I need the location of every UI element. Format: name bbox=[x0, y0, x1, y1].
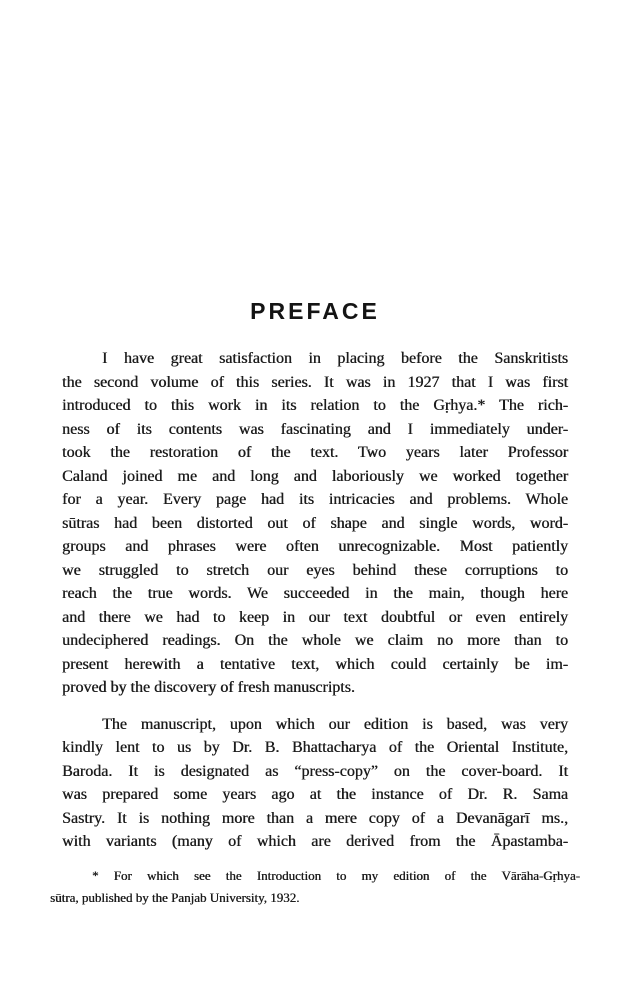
text-line: the second volume of this series. It was in 1927 that I was first bbox=[62, 373, 568, 391]
text-line: and there we had to keep in our text doubtful or even entirely bbox=[62, 608, 568, 626]
text-line: we struggled to stretch our eyes behind these corruptions to bbox=[62, 561, 568, 579]
text-line: with variants (many of which are derived from the Āpastamba- bbox=[62, 833, 568, 850]
text-line: Caland joined me and long and laboriously we worked together bbox=[62, 467, 568, 485]
footnote-line: sūtra, published by the Panjab University, 1932. bbox=[50, 889, 300, 905]
text-line: The manuscript, upon which our edition is based, was very bbox=[102, 715, 568, 733]
text-line: I have great satisfaction in placing before the Sanskritists bbox=[102, 350, 568, 367]
text-line: undeciphered readings. On the whole we claim no more than to bbox=[62, 632, 568, 649]
text-line: ness of its contents was fascinating and I immediately under- bbox=[62, 420, 568, 438]
paragraph-manuscript bbox=[62, 713, 568, 854]
text-line: sūtras had been distorted out of shape and single words, word- bbox=[62, 514, 568, 532]
text-line: introduced to this work in its relation to the Gṛhya.* The rich- bbox=[62, 397, 568, 414]
paragraph-intro bbox=[62, 347, 568, 700]
text-line: proved by the discovery of fresh manuscripts. bbox=[62, 679, 355, 696]
footnote-line: * For which see the Introduction to my edition of the Vārāha-Gṛhya- bbox=[92, 867, 580, 883]
text-line: Baroda. It is designated as “press-copy” on the cover-board. It bbox=[62, 762, 568, 780]
page-content bbox=[50, 0, 580, 909]
text-line: was prepared some years ago at the instance of Dr. R. Sama bbox=[62, 786, 568, 803]
text-line: Sastry. It is nothing more than a mere copy of a Devanāgarī ms., bbox=[62, 809, 568, 827]
text-line: kindly lent to us by Dr. B. Bhattacharya of the Oriental Institute, bbox=[62, 739, 568, 756]
text-line: took the restoration of the text. Two years later Professor bbox=[62, 444, 568, 461]
footnote bbox=[50, 865, 580, 909]
text-line: groups and phrases were often unrecognizable. Most patiently bbox=[62, 538, 568, 555]
text-line: for a year. Every page had its intricacies and problems. Whole bbox=[62, 491, 568, 508]
text-line: present herewith a tentative text, which could certainly be im- bbox=[62, 655, 568, 673]
text-line: reach the true words. We succeeded in the main, though here bbox=[62, 585, 568, 602]
page-title: PREFACE bbox=[250, 298, 380, 324]
